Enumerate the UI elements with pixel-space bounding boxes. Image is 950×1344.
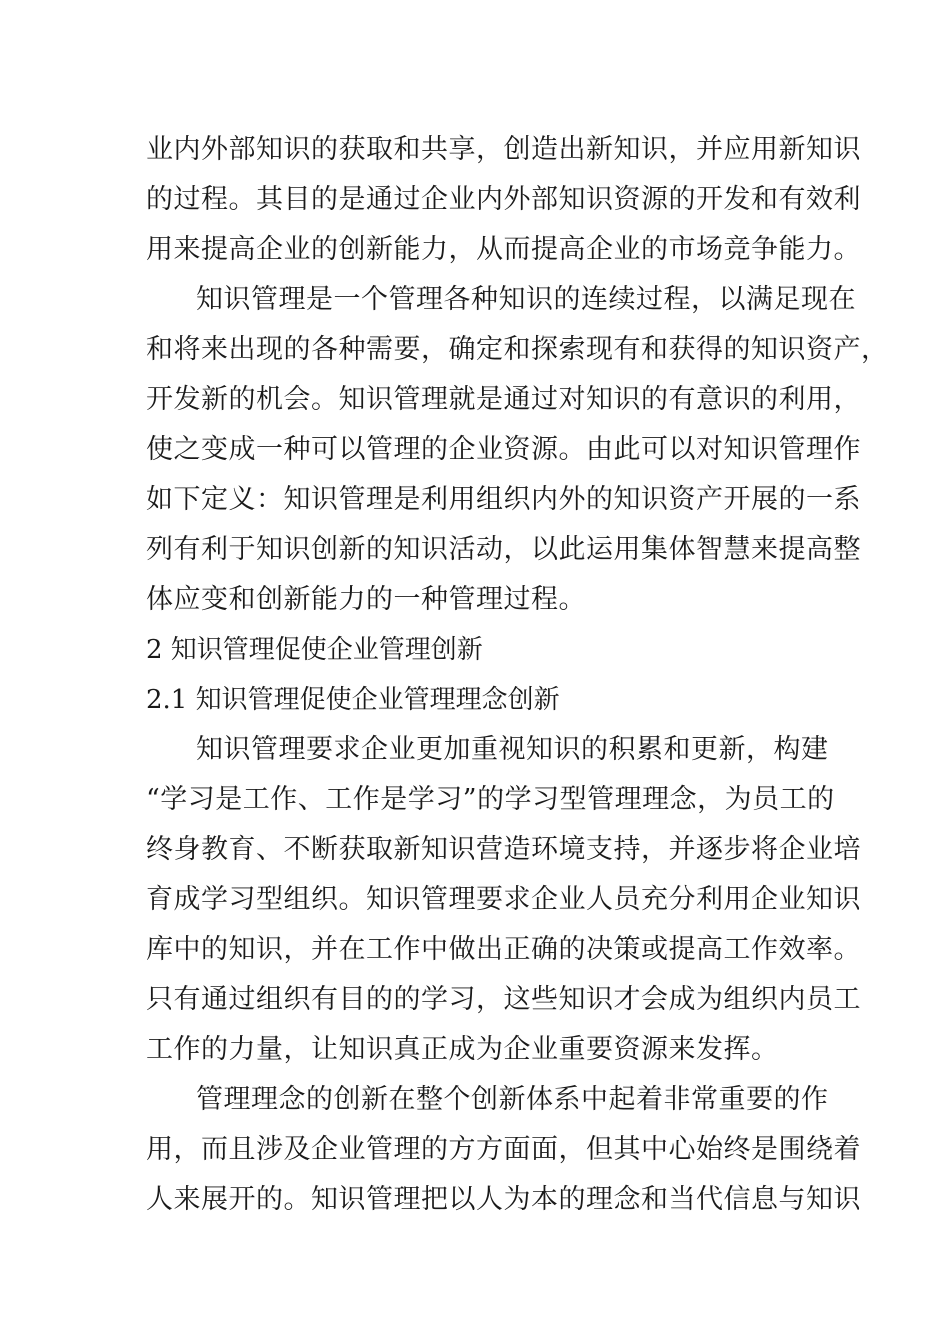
paragraph-3-line: 终身教育、不断获取新知识营造环境支持，并逐步将企业培: [146, 834, 861, 865]
paragraph-4-line: 管理理念的创新在整个创新体系中起着非常重要的作: [196, 1084, 829, 1115]
paragraph-2-line: 如下定义：知识管理是利用组织内外的知识资产开展的一系: [146, 484, 861, 515]
paragraph-1-line: 业内外部知识的获取和共享，创造出新知识，并应用新知识: [146, 134, 861, 165]
paragraph-4-line: 人来展开的。知识管理把以人为本的理念和当代信息与知识: [146, 1184, 861, 1215]
paragraph-3-line: 工作的力量，让知识真正成为企业重要资源来发挥。: [146, 1034, 779, 1065]
paragraph-2-line: 列有利于知识创新的知识活动，以此运用集体智慧来提高整: [146, 534, 861, 565]
paragraph-2-line: 使之变成一种可以管理的企业资源。由此可以对知识管理作: [146, 434, 861, 465]
subsection-heading: 2.1 知识管理促使企业管理理念创新: [146, 685, 560, 715]
paragraph-3-line: 知识管理要求企业更加重视知识的积累和更新，构建: [196, 734, 829, 765]
paragraph-3-line: 育成学习型组织。知识管理要求企业人员充分利用企业知识: [146, 884, 861, 915]
section-heading: 2 知识管理促使企业管理创新: [146, 635, 483, 665]
paragraph-3-line: 只有通过组织有目的的学习，这些知识才会成为组织内员工: [146, 984, 861, 1015]
paragraph-2-line: 开发新的机会。知识管理就是通过对知识的有意识的利用，: [146, 384, 861, 415]
paragraph-2-line: 和将来出现的各种需要，确定和探索现有和获得的知识资产，: [146, 334, 889, 365]
paragraph-2-line: 体应变和创新能力的一种管理过程。: [146, 584, 586, 615]
paragraph-3-line: 库中的知识，并在工作中做出正确的决策或提高工作效率。: [146, 934, 861, 965]
paragraph-3-line: “学习是工作、工作是学习”的学习型管理理念，为员工的: [146, 784, 835, 815]
paragraph-1-line: 的过程。其目的是通过企业内外部知识资源的开发和有效利: [146, 184, 861, 215]
paragraph-1-line: 用来提高企业的创新能力，从而提高企业的市场竞争能力。: [146, 234, 861, 265]
paragraph-4-line: 用，而且涉及企业管理的方方面面，但其中心始终是围绕着: [146, 1134, 861, 1165]
paragraph-2-line: 知识管理是一个管理各种知识的连续过程，以满足现在: [196, 284, 856, 315]
